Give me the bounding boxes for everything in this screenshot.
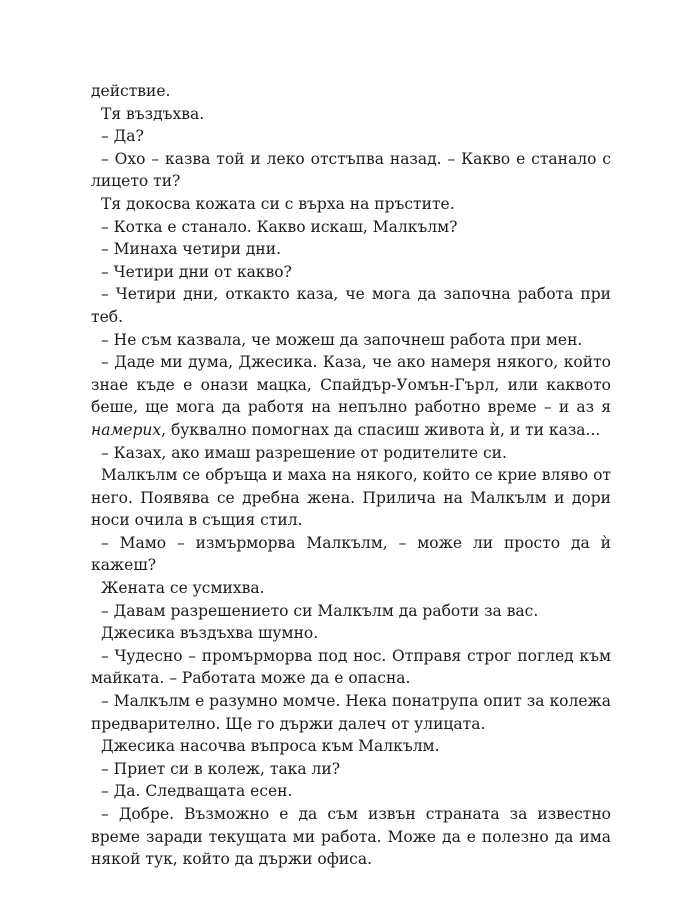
- paragraph: [91, 193, 611, 216]
- paragraph: [91, 803, 611, 871]
- paragraph: [91, 735, 611, 758]
- paragraph-text: – Охо – казва той и леко отстъпва назад. – Какво е станало с лицето ти?: [91, 149, 611, 191]
- paragraph-text: Жената се усмихва.: [101, 579, 265, 598]
- paragraph: [91, 758, 611, 781]
- paragraph: [91, 464, 611, 532]
- paragraph-text: Тя докосва кожата си с върха на пръстите.: [101, 194, 455, 213]
- paragraph: [91, 148, 611, 193]
- paragraph-text: – Даде ми дума, Джесика. Каза, че ако намеря някого, който знае къде е онази мацка, Спайдър-Уомън-Гърл, или каквото беше, ще мога да работя на непълно работно време – и аз я: [91, 353, 611, 417]
- paragraph: [91, 283, 611, 328]
- paragraph: [91, 125, 611, 148]
- paragraph: [91, 329, 611, 352]
- paragraph-text: Малкълм се обръща и маха на някого, който се крие вляво от него. Появява се дребна жена. Прилича на Малкълм и дори носи очила в същия стил.: [91, 466, 611, 530]
- paragraph: [91, 622, 611, 645]
- paragraph: [91, 238, 611, 261]
- paragraph-text: , буквално помогнах да спасиш живота ѝ, и ти каза...: [161, 420, 601, 439]
- paragraph-text: – Минаха четири дни.: [101, 240, 281, 259]
- paragraph-text: – Не съм казвала, че можеш да започнеш работа при мен.: [101, 330, 583, 349]
- paragraph: [91, 600, 611, 623]
- paragraph-text: – Мамо – измърморва Малкълм, – може ли просто да ѝ кажеш?: [91, 533, 611, 575]
- paragraph: [91, 645, 611, 690]
- paragraph: [91, 103, 611, 126]
- emphasized-text: намерих: [91, 420, 162, 439]
- paragraph: [91, 577, 611, 600]
- paragraph: [91, 690, 611, 735]
- paragraph-text: – Четири дни от какво?: [101, 262, 292, 281]
- paragraph-text: – Добре. Възможно е да съм извън страната за известно време заради текущата ми работа. Може да е полезно да има някой тук, който да държи офиса.: [91, 805, 611, 869]
- paragraph: [91, 532, 611, 577]
- paragraph-text: – Котка е станало. Какво искаш, Малкълм?: [101, 217, 458, 236]
- page-text: [91, 80, 611, 871]
- paragraph-text: Джесика въздъхва шумно.: [101, 624, 319, 643]
- paragraph-text: – Малкълм е разумно момче. Нека понатрупа опит за колежа предварително. Ще го държи далеч от улицата.: [91, 692, 611, 733]
- paragraph: [91, 80, 611, 103]
- paragraph-text: действие.: [91, 82, 171, 100]
- paragraph: [91, 351, 611, 441]
- paragraph-text: – Приет си в колеж, така ли?: [101, 759, 341, 778]
- paragraph: [91, 780, 611, 803]
- paragraph-text: – Чудесно – промърморва под нос. Отправя строг поглед към майката. – Работата може да е опасна.: [91, 646, 611, 688]
- paragraph-text: – Четири дни, откакто каза, че мога да започна работа при теб.: [91, 285, 611, 326]
- paragraph-text: – Казах, ако имаш разрешение от родителите си.: [101, 443, 507, 462]
- paragraph-text: Тя въздъхва.: [101, 104, 205, 123]
- paragraph-text: – Да?: [101, 127, 144, 146]
- paragraph: [91, 261, 611, 284]
- paragraph-text: Джесика насочва въпроса към Малкълм.: [101, 737, 440, 756]
- paragraph: [91, 442, 611, 465]
- paragraph: [91, 216, 611, 239]
- paragraph-text: – Да. Следващата есен.: [101, 782, 293, 801]
- paragraph-text: – Давам разрешението си Малкълм да работи за вас.: [101, 601, 539, 620]
